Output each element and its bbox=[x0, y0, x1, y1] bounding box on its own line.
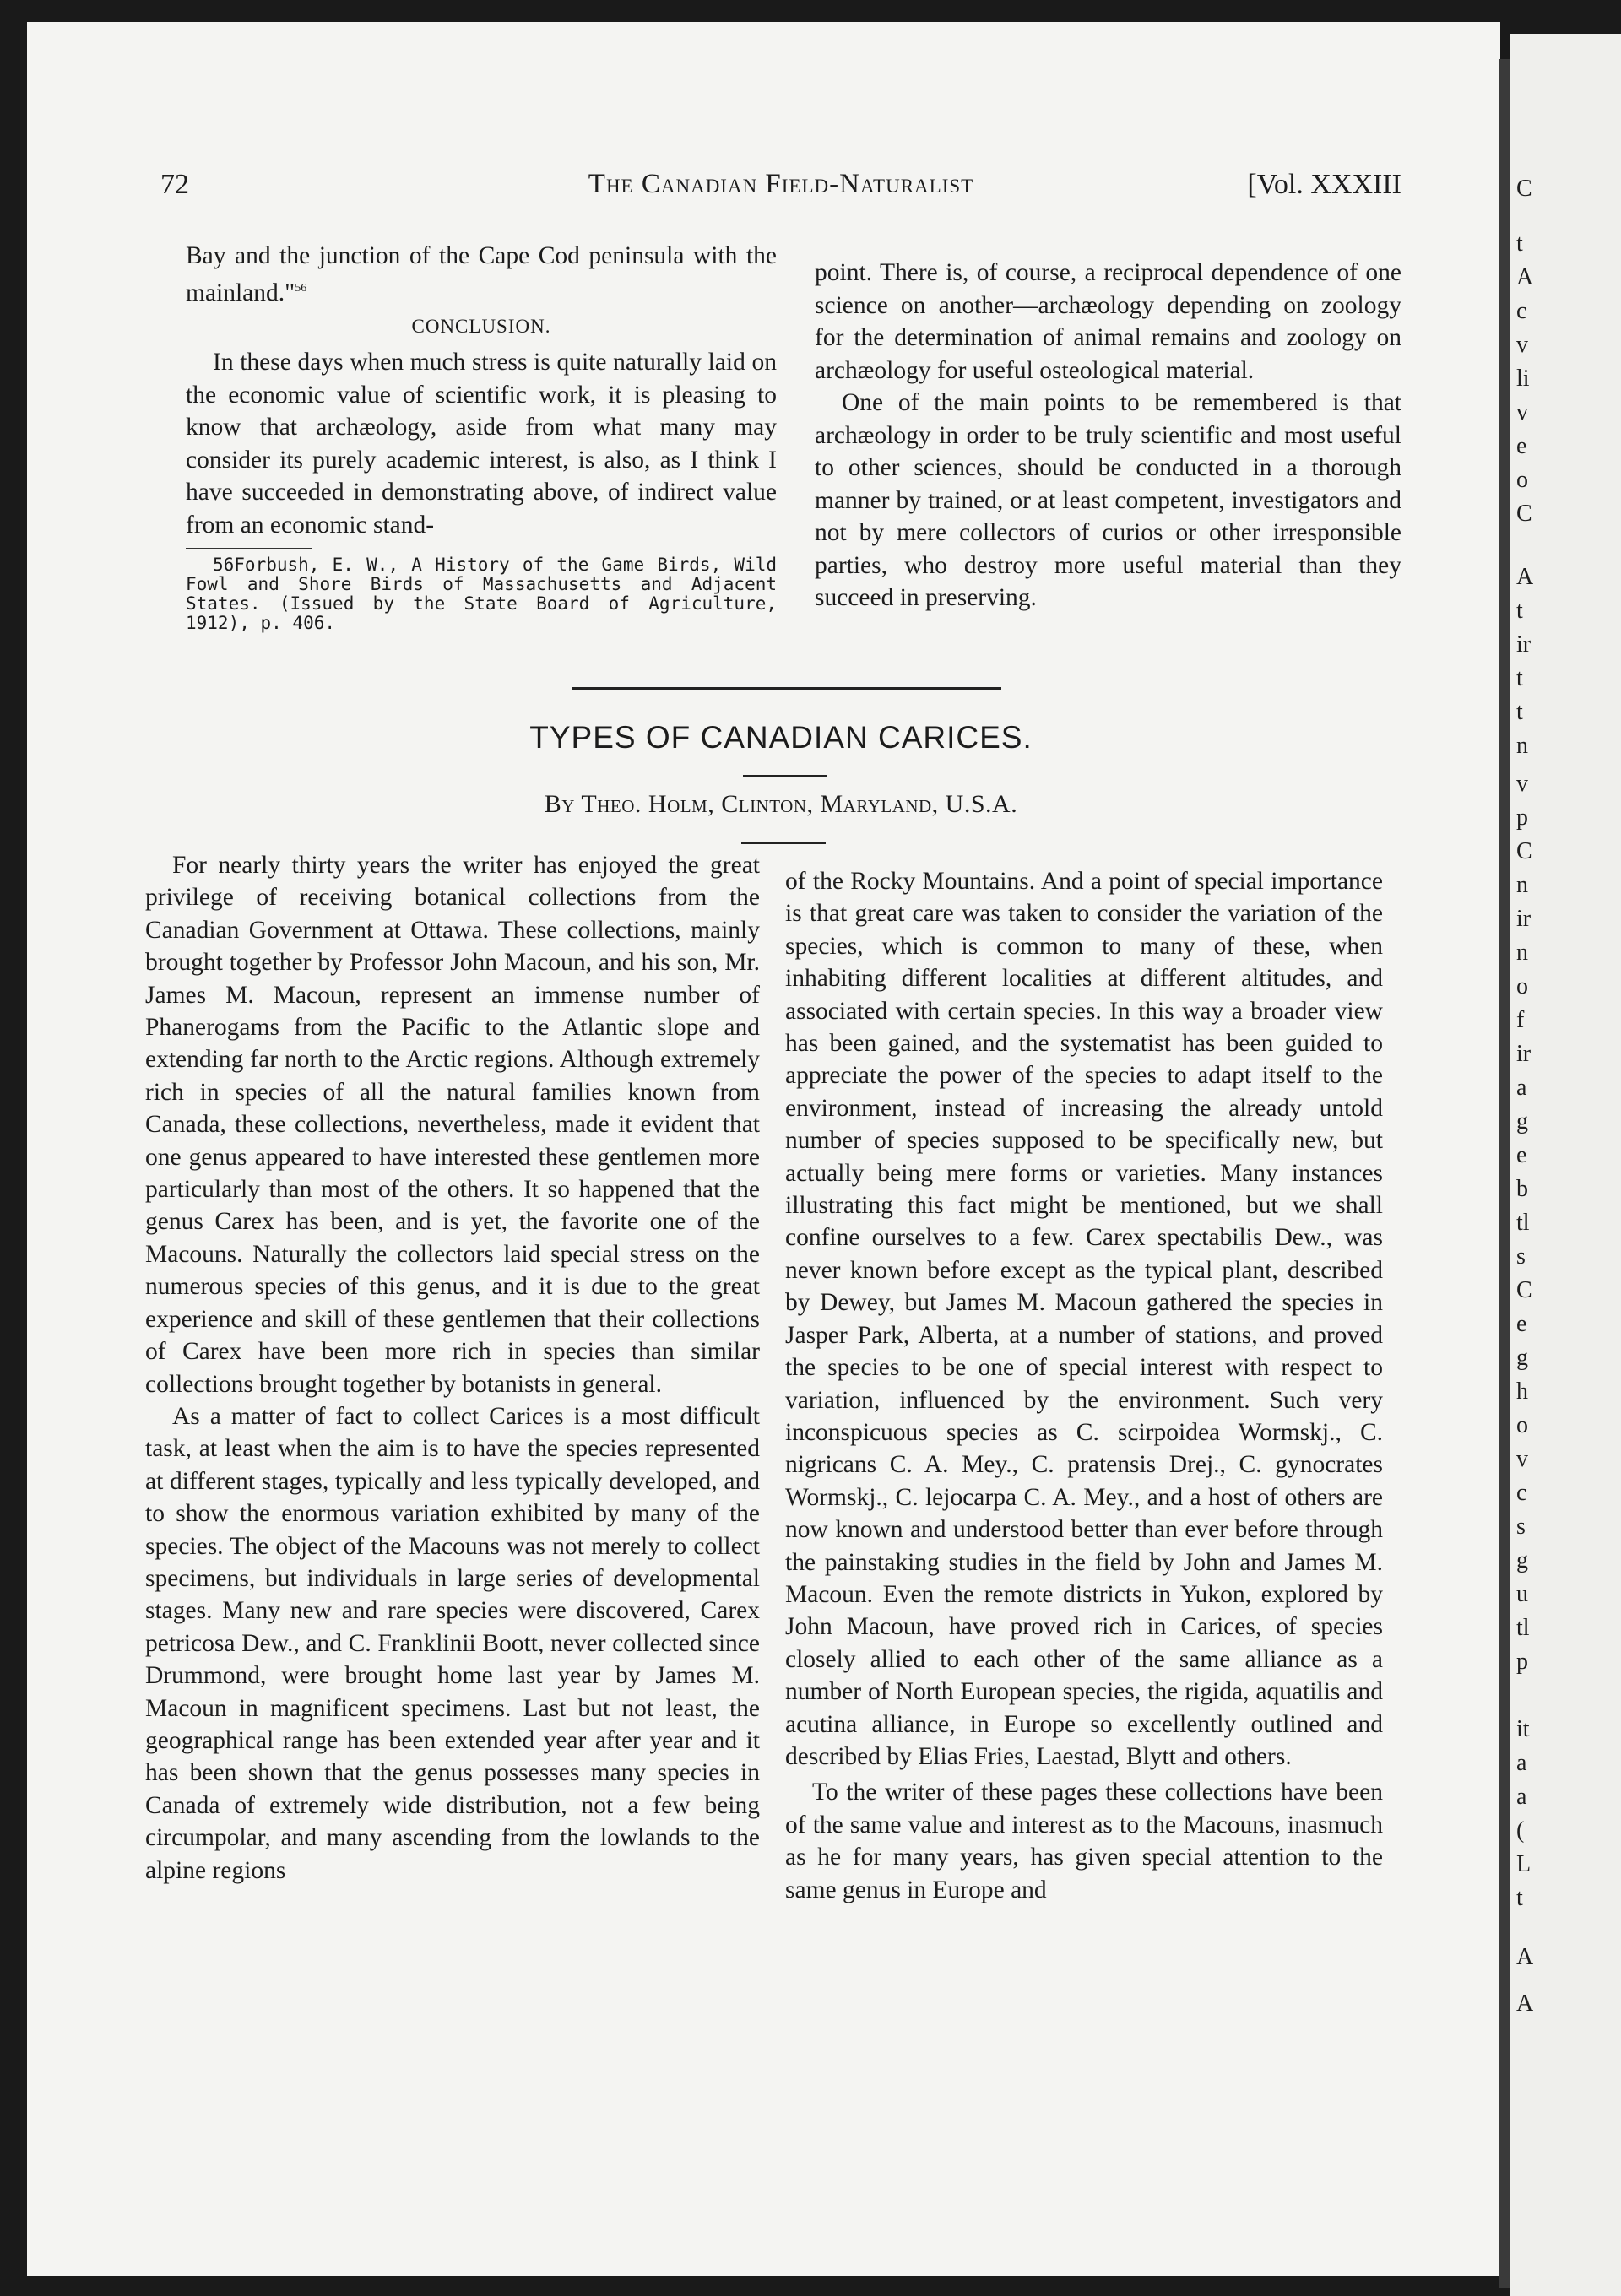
article-title: TYPES OF CANADIAN CARICES. bbox=[529, 720, 1033, 755]
adjacent-page-letter: tl bbox=[1516, 1615, 1530, 1641]
adjacent-page-letter: n bbox=[1516, 733, 1528, 759]
adjacent-page-letter: g bbox=[1516, 1547, 1528, 1573]
adjacent-page-letter: g bbox=[1516, 1108, 1528, 1134]
adjacent-page-letter: A bbox=[1516, 264, 1534, 290]
article-byline: By Theo. Holm, Clinton, Maryland, U.S.A. bbox=[544, 790, 1018, 818]
adjacent-page-letter: o bbox=[1516, 973, 1528, 999]
paragraph: In these days when much stress is quite naturally laid on the economic value of scientific work, it is pleasing to know that archæology, aside from what many may consider its purely academic interest, is also, as I think I have succeeded in demonstrating above, of indirect value from an economic stand- bbox=[186, 349, 777, 539]
page-gutter-shadow bbox=[1499, 59, 1510, 2288]
adjacent-page-letter: C bbox=[1516, 1277, 1532, 1303]
adjacent-page-letter: e bbox=[1516, 1142, 1527, 1168]
adjacent-page-letter: e bbox=[1516, 433, 1527, 459]
adjacent-page-letter: it bbox=[1516, 1716, 1530, 1742]
adjacent-page-letter: ( bbox=[1516, 1817, 1525, 1844]
page-header bbox=[160, 169, 1401, 219]
adjacent-page-letter: t bbox=[1516, 1885, 1523, 1911]
volume-label: [Vol. XXXIII bbox=[1247, 169, 1401, 200]
adjacent-page-letter: a bbox=[1516, 1784, 1527, 1810]
adjacent-page-letter: li bbox=[1516, 366, 1530, 392]
adjacent-page-letter: h bbox=[1516, 1378, 1528, 1405]
adjacent-page-letter: t bbox=[1516, 699, 1523, 725]
adjacent-page-letter: f bbox=[1516, 1007, 1525, 1033]
title-rule bbox=[743, 775, 827, 777]
paragraph: of the Rocky Mountains. And a point of special importance is that great care was taken to consider the variation of the species, which is common to many of these, when inhabiting different localities at different altitudes, and associated with certain species. In this way a broader view has been gained, and the systematist has been guided to appreciate the power of the species to adapt itself to the environment, instead of increasing the already untold number of species supposed to be specifically new, but actually being mere forms or varieties. Many instances illustrating this fact might be mentioned, but we shall confine ourselves to a few. Carex spectabilis Dew., was never known before except as the typical plant, described by Dewey, but James M. Macoun gathered the species in Jasper Park, Alberta, at a number of stations, and proved the species to be one of special interest with respect to variation, influenced by the environment. Such very inconspicuous species as C. scirpoidea Wormskj., C. nigricans C. A. Mey., C. pratensis Drej., C. gynocrates Wormskj., C. lejocarpa C. A. Mey., and a host of others are now known and understood better than ever before through the painstaking studies in the field by John and James M. Macoun. Even the remote districts in Yukon, explored by John Macoun, have proved rich in Carices, of species closely allied to each other of the same alliance as a number of North European species, the rigida, aquatilis and acutina alliance, in Europe so excellently outlined and described by Elias Fries, Laestad, Blytt and others. bbox=[785, 868, 1383, 1770]
adjacent-page-letter: v bbox=[1516, 771, 1528, 797]
page-number: 72 bbox=[160, 169, 189, 200]
adjacent-page-letter: b bbox=[1516, 1176, 1528, 1202]
paragraph: For nearly thirty years the writer has enjoyed the great privilege of receiving botanical collections from the Canadian Government at Ottawa. These collections, mainly brought together by Professor John Macoun, and his son, Mr. James M. Macoun, represent an immense number of Phanerogams from the Pacific to the Atlantic slope and extending far north to the Arctic regions. Although extremely rich in species of all the natural families known from Canada, these collections, nevertheless, made it evident that one genus appeared to have interested these gentlemen more particularly than most of the others. It so happened that the genus Carex has been, and is yet, the favorite one of the Macouns. Naturally the collectors laid special stress on the numerous species of this genus, and it is due to the great experience and skill of these gentlemen that their collections of Carex have been more rich in species than similar collections brought together by botanists in general. bbox=[145, 852, 760, 1398]
section-separator bbox=[572, 687, 1001, 690]
adjacent-page-letter: n bbox=[1516, 872, 1528, 898]
adjacent-page-letter: g bbox=[1516, 1345, 1528, 1371]
footnote: 56Forbush, E. W., A History of the Game Birds, Wild Fowl and Shore Birds of Massachusetts and Adjacent States. (Issued by the State Board of Agriculture, 1912), p. 406. bbox=[186, 555, 777, 634]
adjacent-page-letter: v bbox=[1516, 1446, 1528, 1472]
section-heading: CONCLUSION. bbox=[411, 315, 551, 337]
adjacent-page-letter: A bbox=[1516, 1944, 1534, 1970]
adjacent-page-letter: c bbox=[1516, 298, 1527, 324]
adjacent-page-letter: t bbox=[1516, 665, 1523, 691]
paragraph-text: Bay and the junction of the Cape Cod peninsula with the mainland." bbox=[186, 242, 777, 306]
bottom-left-column bbox=[145, 849, 760, 1887]
paragraph: point. There is, of course, a reciprocal dependence of one science on another—archæology depending on zoology for the determination of animal remains and zoology on archæology for useful osteological material. bbox=[815, 259, 1401, 384]
adjacent-page-letter: C bbox=[1516, 501, 1532, 527]
paragraph: To the writer of these pages these collections have been of the same value and interest as to the Macouns, inasmuch as he for many years, has given special attention to the same genus in Europe and bbox=[785, 1779, 1383, 1903]
adjacent-page-letter: v bbox=[1516, 399, 1528, 425]
top-left-column bbox=[186, 240, 777, 633]
adjacent-page-letter: o bbox=[1516, 467, 1528, 493]
paragraph: One of the main points to be remembered is that archæology in order to be truly scientific and most useful to other sciences, should be conducted in a thorough manner by trained, or at least competent, investigators and not by mere collectors of curios or other irresponsible parties, who destroy more useful material than they succeed in preserving. bbox=[815, 389, 1401, 611]
adjacent-page-letter: p bbox=[1516, 804, 1528, 831]
adjacent-page-letter: u bbox=[1516, 1581, 1528, 1607]
adjacent-page-letter: C bbox=[1516, 176, 1532, 202]
byline-rule bbox=[741, 842, 826, 844]
adjacent-page-letter: ir bbox=[1516, 1041, 1532, 1067]
adjacent-page-letter: t bbox=[1516, 230, 1523, 257]
adjacent-page-letter: A bbox=[1516, 1990, 1534, 2017]
adjacent-page-letter: a bbox=[1516, 1750, 1527, 1776]
paragraph: As a matter of fact to collect Carices is a most difficult task, at least when the aim is to have the species represented at different stages, typically and less typically developed, and to show the enormous variation exhibited by many of the species. The object of the Macouns was not merely to collect specimens, but individuals in large series of developmental stages. Many new and rare species were discovered, Carex petricosa Dew., and C. Franklinii Boott, never collected since Drummond, were brought home last year by James M. Macoun in magnificent specimens. Last but not least, the geographical range has been extended year after year and it has been shown that the genus possesses many species in Canada of extremely wide distribution, not a few being circumpolar, and many ascending from the lowlands to the alpine regions bbox=[145, 1402, 760, 1884]
top-right-column bbox=[815, 257, 1401, 615]
footnote-rule bbox=[186, 548, 312, 549]
adjacent-page-letter: p bbox=[1516, 1649, 1528, 1675]
adjacent-page-strip bbox=[1510, 34, 1621, 2296]
adjacent-page-letter: A bbox=[1516, 564, 1534, 590]
adjacent-page-letter: o bbox=[1516, 1412, 1528, 1438]
bottom-right-column bbox=[785, 865, 1383, 1906]
adjacent-page-letter: s bbox=[1516, 1243, 1526, 1270]
adjacent-page-letter: ir bbox=[1516, 906, 1532, 932]
footnote-ref: 56 bbox=[295, 281, 307, 295]
running-title: The Canadian Field-Naturalist bbox=[588, 169, 974, 199]
adjacent-page-letter: ir bbox=[1516, 631, 1532, 658]
adjacent-page-letter: t bbox=[1516, 598, 1523, 624]
adjacent-page-letter: v bbox=[1516, 332, 1528, 358]
adjacent-page-letter: a bbox=[1516, 1075, 1527, 1101]
adjacent-page-letter: L bbox=[1516, 1851, 1532, 1877]
adjacent-page-letter: c bbox=[1516, 1480, 1527, 1506]
adjacent-page-letter: n bbox=[1516, 940, 1528, 966]
adjacent-page-letter: e bbox=[1516, 1311, 1527, 1337]
paragraph bbox=[186, 240, 777, 309]
adjacent-page-letter: tl bbox=[1516, 1210, 1530, 1236]
adjacent-page-letter: C bbox=[1516, 838, 1532, 864]
adjacent-page-letter: s bbox=[1516, 1514, 1526, 1540]
